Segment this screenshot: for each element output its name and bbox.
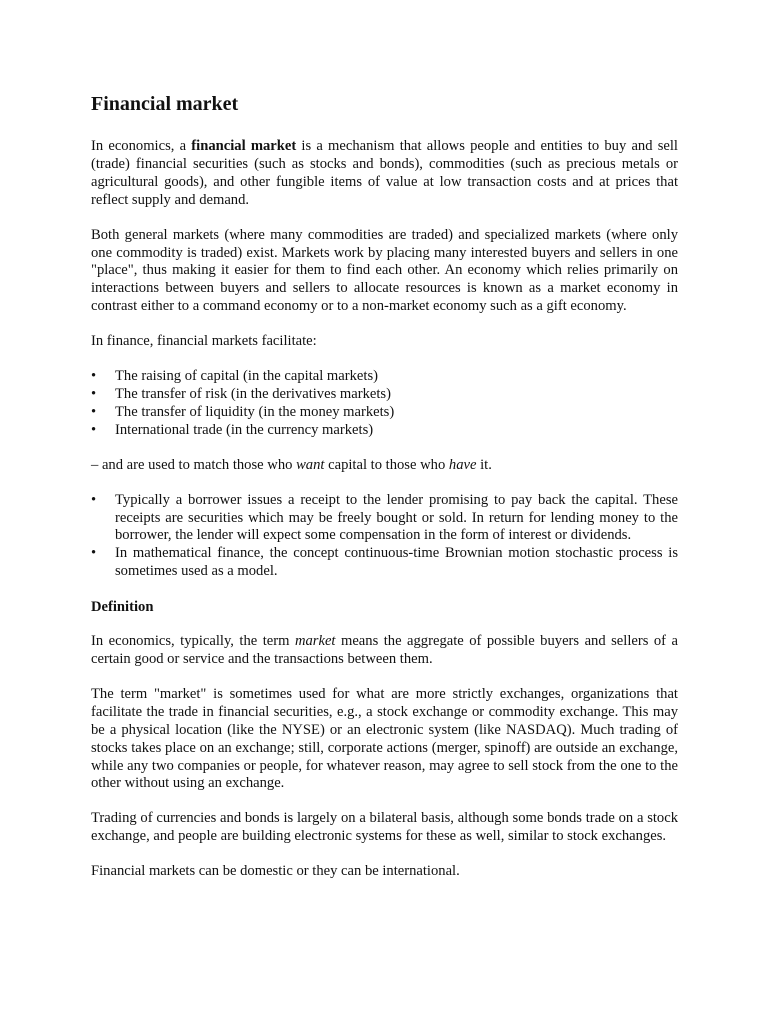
list-item-text: The transfer of liquidity (in the money markets) [115, 403, 395, 420]
list-item [91, 422, 678, 440]
list-item [91, 492, 678, 546]
bullet-icon: • [91, 368, 97, 385]
list-item [91, 545, 678, 581]
match-paragraph [91, 457, 678, 475]
definition-paragraph-2: The term "market" is sometimes used for what are more strictly exchanges, organizations that facilitate the trade in financial securities, e.g., a stock exchange or commodity exchange. This may be a physical location (like the NYSE) or an electronic system (like NASDAQ). Much trading of stocks takes place on an exchange; still, corporate actions (merger, spinoff) are outside an exchange, while any two companies or people, for whatever reason, may agree to sell stock from the one to the other without using an exchange. [91, 685, 678, 792]
match-italic-have: have [448, 456, 477, 473]
definition-paragraph-3: Trading of currencies and bonds is largely on a bilateral basis, although some bonds trade on a stock exchange, and people are building electronic systems for these as well, similar to stock exchanges. [91, 810, 678, 845]
def1-italic-market: market [294, 633, 336, 650]
markets-paragraph: Both general markets (where many commodities are traded) and specialized markets (where only one commodity is traded) exist. Markets work by placing many interested buyers and sellers in one "place", thus making it easier for them to find each other. An economy which relies primarily on interactions between buyers and sellers to allocate resources is known as a market economy in contrast either to a command economy or to a non-market economy such as a gift economy. [91, 226, 678, 315]
bullet-icon: • [91, 421, 97, 438]
list-item [91, 386, 678, 404]
list-item-text: The raising of capital (in the capital markets) [115, 368, 378, 385]
match-text-2: capital to those who [324, 456, 449, 473]
page-title: Financial market [91, 93, 239, 115]
list-item-text: In mathematical finance, the concept continuous-time Brownian motion stochastic process is sometimes used as a model. [115, 545, 678, 580]
def1-text-before: In economics, typically, the term [91, 633, 295, 650]
document-page [91, 92, 678, 898]
match-text-1: – and are used to match those who [91, 456, 297, 473]
facilitate-intro: In finance, financial markets facilitate: [91, 333, 317, 350]
bullet-icon: • [91, 545, 97, 562]
list-item-text: Typically a borrower issues a receipt to the lender promising to pay back the capital. These receipts are securities which may be freely bought or sold. In return for lending money to the borrower, the lender will expect some compensation in the form of interest or dividends. [115, 491, 678, 544]
intro-bold-term: financial market [191, 138, 297, 154]
intro-paragraph [91, 138, 678, 210]
match-text-3: it. [476, 456, 492, 473]
bullet-icon: • [91, 491, 97, 508]
intro-text-after: is a mechanism that allows people and entities to buy and sell (trade) financial securities (such as stocks and bonds), commodities (such as precious metals or agricultural goods), and other fungible items of value at low transaction costs and at prices that reflect supply and demand. [91, 138, 678, 208]
bullet-icon: • [91, 403, 97, 420]
bullet-icon: • [91, 385, 97, 402]
definition-paragraph-4: Financial markets can be domestic or they can be international. [91, 863, 460, 880]
list-item-text: International trade (in the currency markets) [115, 421, 374, 438]
intro-text-before: In economics, a [91, 138, 192, 154]
facilitate-list [91, 368, 678, 440]
list-item [91, 368, 678, 386]
list-item-text: The transfer of risk (in the derivatives markets) [115, 385, 391, 402]
definition-paragraph-1 [91, 633, 678, 669]
notes-list [91, 492, 678, 582]
definition-heading: Definition [91, 599, 154, 616]
list-item [91, 404, 678, 422]
match-italic-want: want [296, 456, 325, 473]
def1-text-after: means the aggregate of possible buyers and sellers of a certain good or service and the transactions between them. [91, 633, 678, 668]
